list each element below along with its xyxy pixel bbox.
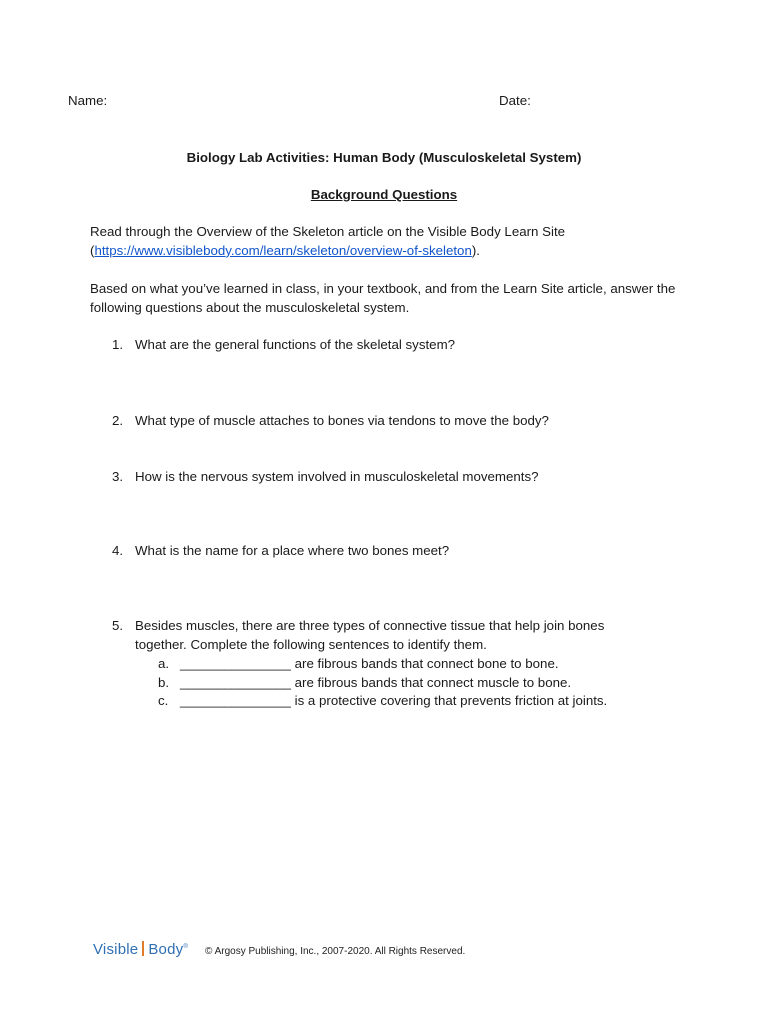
- sub-item-text: _______________ are fibrous bands that connect muscle to bone.: [180, 675, 572, 690]
- intro-text: Read through the Overview of the Skeleton article on the Visible Body Learn Site: [90, 224, 566, 239]
- question-number: 3.: [112, 469, 124, 484]
- name-label: Name:: [68, 93, 108, 108]
- question-number: 5.: [112, 618, 124, 633]
- date-label: Date:: [499, 93, 531, 108]
- intro-paren-open: (: [90, 242, 95, 258]
- question-number: 1.: [112, 337, 124, 352]
- intro-paragraph: [90, 223, 690, 261]
- question-text: What are the general functions of the skeletal system?: [135, 337, 456, 352]
- question-text: What type of muscle attaches to bones via tendons to move the body?: [135, 413, 549, 428]
- question-text: How is the nervous system involved in musculoskeletal movements?: [135, 469, 539, 484]
- sub-item-text: _______________ is a protective covering that prevents friction at joints.: [180, 693, 608, 708]
- document-title: Biology Lab Activities: Human Body (Musculoskeletal System): [186, 150, 582, 165]
- trademark-icon: ®: [183, 944, 188, 950]
- visible-body-logo: [93, 938, 188, 960]
- question-number: 2.: [112, 413, 124, 428]
- question-text: What is the name for a place where two bones meet?: [135, 543, 450, 558]
- sub-item-letter: c.: [158, 693, 169, 708]
- logo-divider-bar: [142, 941, 144, 956]
- section-heading: Background Questions: [310, 187, 458, 202]
- question-text: Besides muscles, there are three types of connective tissue that help join bones together. Complete the following sentences to identify them.: [135, 618, 605, 652]
- sub-item-letter: a.: [158, 656, 170, 671]
- sub-item-text: _______________ are fibrous bands that connect bone to bone.: [180, 656, 559, 671]
- sub-item-letter: b.: [158, 675, 170, 690]
- intro-paren-close: ).: [471, 242, 480, 258]
- question-number: 4.: [112, 543, 124, 558]
- skeleton-article-link[interactable]: https://www.visiblebody.com/learn/skeleton/overview-of-skeleton: [94, 242, 472, 258]
- logo-word-visible: Visible: [93, 941, 139, 958]
- copyright-notice: © Argosy Publishing, Inc., 2007-2020. All Rights Reserved.: [205, 946, 466, 957]
- logo-word-body: Body: [148, 941, 184, 958]
- instructions-paragraph: Based on what you’ve learned in class, in your textbook, and from the Learn Site article, answer the following questions about the musculoskeletal system.: [90, 281, 676, 315]
